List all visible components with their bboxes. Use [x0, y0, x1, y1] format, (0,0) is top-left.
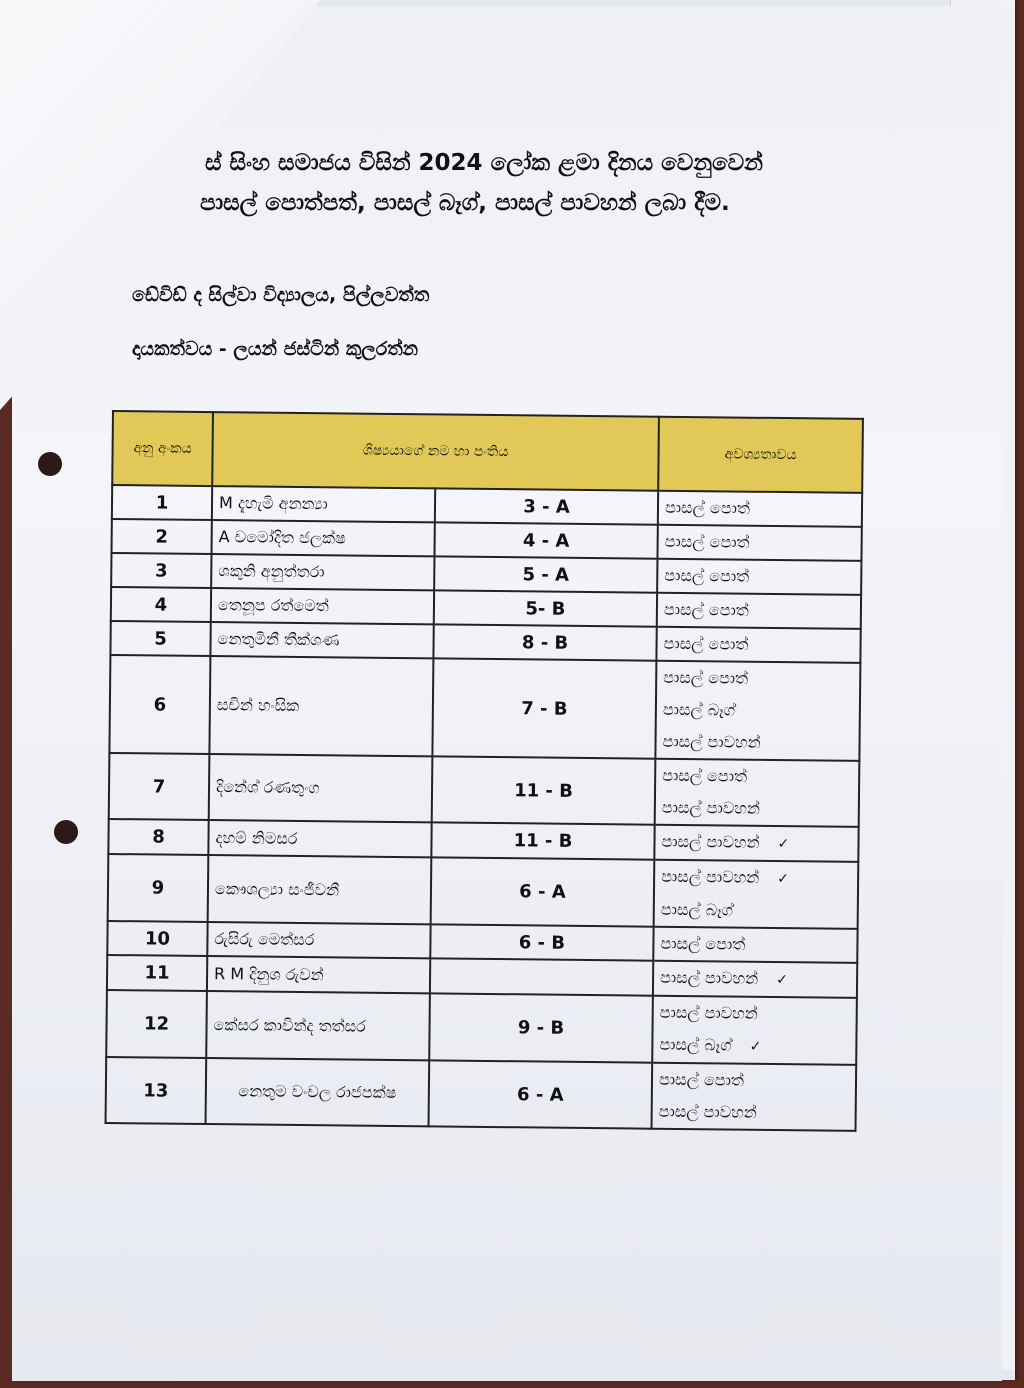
- need-item-label: පාසල් පාවහන්: [659, 1002, 758, 1023]
- need-item: [664, 560, 854, 594]
- table-row: [109, 753, 860, 827]
- row-number: 3: [111, 553, 211, 588]
- need-item-label: පාසල් පාවහන්: [661, 831, 760, 852]
- school-name: ඩේවිඩ් ද සිල්වා විද්‍යාලය, පිල්ලවත්ත: [132, 284, 430, 306]
- needs-cell: [658, 491, 862, 527]
- student-class: 11 - B: [431, 822, 654, 859]
- student-name: R M දිනුශ රුවන්: [207, 956, 430, 993]
- check-mark-icon: ✓: [749, 1038, 762, 1055]
- need-item: [659, 1029, 849, 1064]
- need-item-label: පාසල් පාවහන්: [661, 797, 761, 818]
- student-class: 4 - A: [434, 522, 657, 558]
- need-item: [662, 792, 852, 826]
- table-header-row: [112, 411, 863, 493]
- row-number: 4: [111, 587, 211, 622]
- need-item-label: පාසල් පොත්: [660, 933, 746, 954]
- need-item-label: පාසල් පොත්: [663, 633, 749, 654]
- title-line-2: පාසල් පොත්පත්, පාසල් බෑග්, පාසල් පාවහන් ලබා දීම.: [200, 190, 730, 216]
- row-number: 12: [106, 990, 207, 1058]
- need-item-label: පාසල් පාවහන්: [659, 967, 759, 988]
- need-item: [659, 1096, 849, 1130]
- need-item: [662, 726, 852, 760]
- need-item: [663, 662, 853, 696]
- need-item: [659, 1064, 849, 1098]
- row-number: 13: [106, 1057, 207, 1124]
- student-class: 8 - B: [433, 624, 656, 660]
- table-body: [106, 485, 863, 1131]
- row-number: 5: [110, 621, 210, 656]
- need-item-label: පාසල් බෑග්: [659, 1034, 732, 1055]
- need-item: [663, 628, 853, 662]
- need-item-label: පාසල් පොත්: [663, 599, 749, 620]
- student-name: සචින් හංසික: [209, 656, 433, 756]
- student-class: 5 - A: [434, 556, 657, 592]
- check-mark-icon: ✓: [776, 971, 788, 989]
- need-item: [661, 861, 851, 896]
- needs-cell: [657, 525, 861, 561]
- needs-cell: [657, 593, 861, 629]
- row-number: 9: [108, 854, 209, 922]
- student-name: රුසිරු මෙත්සර: [207, 922, 430, 958]
- column-header-needs: අවශ්‍යතාවය: [658, 417, 863, 493]
- row-number: 7: [109, 753, 210, 820]
- table-row: [106, 990, 857, 1065]
- student-name: M දැහැමි අනන්‍යා: [212, 486, 435, 522]
- needs-cell: [653, 961, 857, 998]
- student-class: [430, 958, 653, 995]
- need-item-label: පාසල් බෑග්: [662, 699, 736, 720]
- need-item: [660, 997, 850, 1031]
- need-item: [662, 760, 852, 794]
- student-class: 9 - B: [429, 993, 653, 1062]
- need-item: [661, 894, 851, 928]
- student-class: 5- B: [434, 590, 657, 626]
- needs-cell: [654, 860, 859, 929]
- needs-cell: [654, 825, 858, 862]
- student-name: නෙතුමිනී තීක්ශණ: [210, 622, 433, 658]
- student-class: 6 - A: [429, 1060, 653, 1128]
- row-number: 6: [109, 655, 210, 754]
- need-item: [663, 694, 853, 728]
- student-name: A චමෝදිත ජලක්ෂ: [211, 520, 434, 556]
- needs-cell: [655, 759, 860, 827]
- punch-hole-top: [38, 452, 62, 476]
- student-name: කෞශල්‍යා සංජීවනී: [208, 855, 432, 924]
- row-number: 10: [107, 921, 207, 956]
- row-number: 2: [112, 519, 212, 554]
- needs-cell: [652, 996, 857, 1065]
- need-item-label: පාසල් බෑග්: [660, 899, 734, 920]
- sponsor-line: දායකත්වය - ලයන් ජස්ටින් කුලරත්න: [132, 338, 419, 360]
- student-name: නෙතුම වංචල රාජපක්ෂ: [206, 1058, 430, 1126]
- need-item-label: පාසල් පොත්: [662, 765, 748, 786]
- need-item-label: පාසල් පාවහන්: [658, 1101, 757, 1122]
- row-number: 1: [112, 485, 212, 520]
- need-item-label: පාසල් පාවහන්: [661, 866, 760, 887]
- student-class: 6 - A: [431, 857, 655, 926]
- row-number: 11: [107, 955, 207, 991]
- need-item-label: පාසල් පාවහන්: [662, 731, 761, 752]
- needs-cell: [655, 661, 860, 761]
- student-name: දහම් නිමසර: [208, 820, 431, 857]
- need-item: [664, 526, 854, 560]
- student-table: [105, 410, 864, 1132]
- need-item-label: පාසල් පොත්: [663, 667, 749, 688]
- table-row: [109, 655, 860, 761]
- need-item: [660, 928, 850, 962]
- column-header-name-class: ශිෂ්‍යයාගේ නම හා පංතිය: [212, 412, 659, 491]
- student-name: කේසර කාවින්ද තත්සර: [206, 991, 430, 1060]
- student-class: 3 - A: [435, 488, 658, 524]
- need-item: [661, 826, 851, 861]
- title-line-1: ස් සිංහ සමාජය විසින් 2024 ලෝක ළමා දිනය වෙනුවෙන්: [205, 150, 763, 176]
- needs-cell: [653, 927, 857, 963]
- need-item: [665, 492, 855, 526]
- table-row: [106, 1057, 857, 1131]
- student-class: 7 - B: [432, 658, 656, 758]
- table-row: [108, 854, 859, 929]
- need-item: [660, 962, 850, 997]
- student-name: දිනේශ් රණතුංග: [209, 754, 433, 822]
- row-number: 8: [108, 819, 208, 855]
- student-class: 6 - B: [430, 924, 653, 960]
- column-header-number: අනු අංකය: [112, 411, 213, 486]
- need-item-label: පාසල් පොත්: [658, 1069, 745, 1090]
- student-name: ශකුනි අනුත්තරා: [211, 554, 434, 590]
- need-item-label: පාසල් පොත්: [664, 565, 750, 586]
- need-item: [664, 594, 854, 628]
- need-item-label: පාසල් පොත්: [664, 497, 750, 518]
- needs-cell: [652, 1063, 857, 1131]
- student-class: 11 - B: [432, 756, 656, 824]
- check-mark-icon: ✓: [777, 835, 790, 853]
- student-name: තෙනූප රත්මෙත්: [211, 588, 434, 624]
- punch-hole-bottom: [54, 820, 78, 844]
- needs-cell: [657, 559, 861, 595]
- check-mark-icon: ✓: [777, 870, 790, 888]
- need-item-label: පාසල් පොත්: [664, 531, 750, 552]
- needs-cell: [656, 627, 860, 663]
